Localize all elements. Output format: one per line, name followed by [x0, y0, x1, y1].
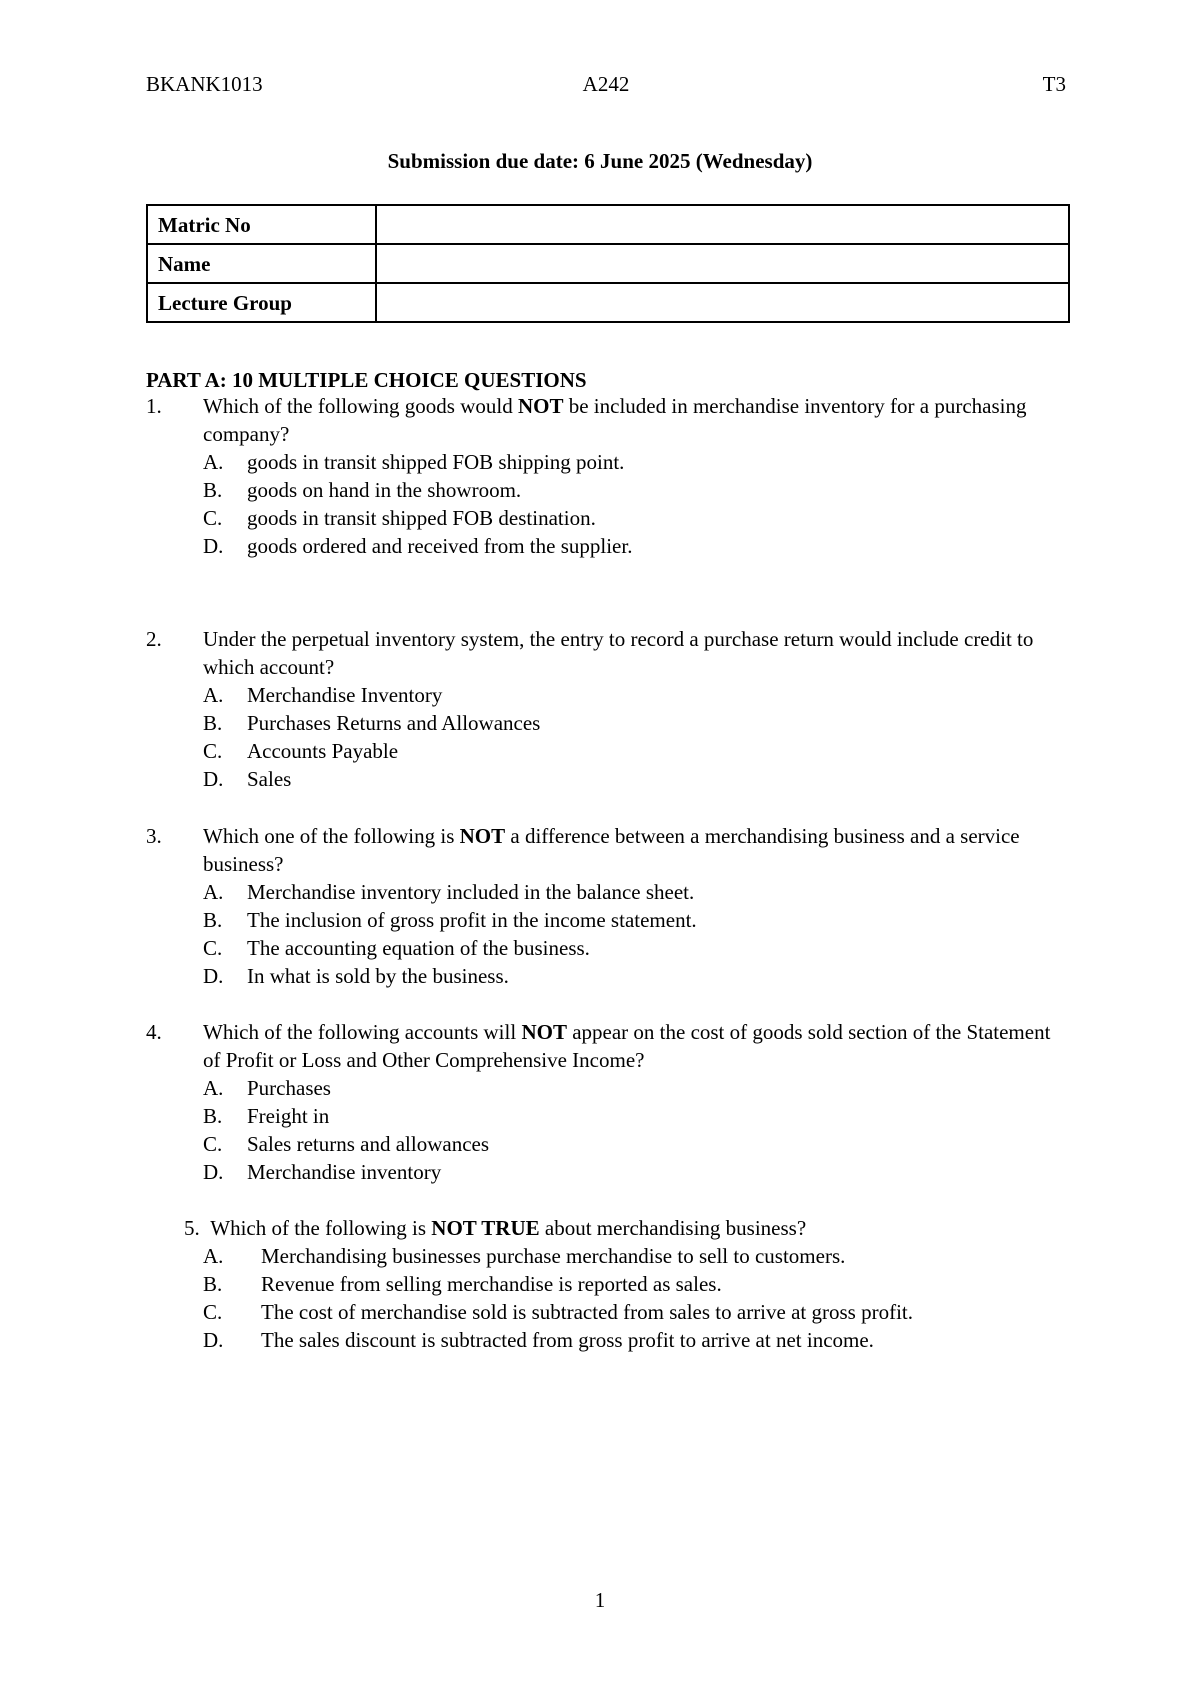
option-text: Sales returns and allowances [247, 1132, 490, 1156]
student-info-table [146, 204, 1070, 323]
question-2 [146, 625, 1070, 793]
question-number: 3. [146, 824, 162, 848]
stem-text: Which of the following goods would [203, 394, 518, 418]
stem-text: be included in merchandise inventory for a purchasing company? [203, 394, 1027, 446]
option-b [203, 1102, 1070, 1130]
course-code: BKANK1013 [146, 72, 263, 96]
stem-text: Under the perpetual inventory system, the entry to record a purchase return would include credit to which account? [203, 627, 1034, 679]
option-d [203, 532, 1070, 560]
option-b [203, 709, 1070, 737]
option-letter: C. [203, 1132, 223, 1156]
option-c [203, 1130, 1070, 1158]
option-text: Merchandising businesses purchase merchandise to sell to customers. [261, 1244, 846, 1268]
option-text: Merchandise inventory [247, 1160, 442, 1184]
option-text: The cost of merchandise sold is subtracted from sales to arrive at gross profit. [261, 1300, 913, 1324]
option-c [203, 934, 1070, 962]
option-text: goods on hand in the showroom. [247, 478, 522, 502]
question-stem [203, 392, 1070, 448]
stem-emphasis: NOT [521, 1020, 567, 1044]
option-letter: D. [203, 534, 224, 558]
option-c [203, 1298, 1070, 1326]
page-header [146, 70, 1066, 98]
option-text: Accounts Payable [247, 739, 399, 763]
semester-code: A242 [582, 72, 630, 96]
name-field[interactable] [376, 244, 1069, 283]
option-letter: C. [203, 506, 223, 530]
name-label: Name [147, 244, 376, 283]
matric-no-field[interactable] [376, 205, 1069, 244]
option-letter: D. [203, 767, 224, 791]
page-number: 1 [594, 1588, 606, 1612]
option-d [203, 1158, 1070, 1186]
stem-emphasis: NOT TRUE [431, 1216, 540, 1240]
option-letter: B. [203, 908, 223, 932]
question-stem [203, 1018, 1070, 1074]
option-text: goods ordered and received from the supplier. [247, 534, 633, 558]
option-letter: A. [203, 1076, 224, 1100]
option-b [203, 906, 1070, 934]
option-letter: C. [203, 739, 223, 763]
question-number: 2. [146, 627, 162, 651]
option-a [203, 681, 1070, 709]
question-5 [146, 1214, 1070, 1354]
stem-emphasis: NOT [459, 824, 506, 848]
option-text: The sales discount is subtracted from gross profit to arrive at net income. [261, 1328, 874, 1352]
part-title: PART A: 10 MULTIPLE CHOICE QUESTIONS [146, 368, 587, 392]
option-letter: B. [203, 1272, 223, 1296]
tutorial-code: T3 [1042, 72, 1066, 96]
option-text: Merchandise Inventory [247, 683, 443, 707]
option-text: Merchandise inventory included in the balance sheet. [247, 880, 695, 904]
option-text: Purchases [247, 1076, 331, 1100]
stem-emphasis: NOT [517, 394, 564, 418]
option-text: Freight in [247, 1104, 330, 1128]
question-stem [203, 625, 1070, 681]
table-row [147, 205, 1069, 244]
table-row [147, 244, 1069, 283]
option-letter: D. [203, 1160, 224, 1184]
option-text: In what is sold by the business. [247, 964, 509, 988]
stem-text: Which of the following accounts will [203, 1020, 522, 1044]
option-letter: B. [203, 1104, 223, 1128]
option-b [203, 1270, 1070, 1298]
option-letter: A. [203, 450, 224, 474]
option-text: Sales [247, 767, 292, 791]
table-row [147, 283, 1069, 322]
option-c [203, 504, 1070, 532]
option-letter: C. [203, 936, 223, 960]
option-text: Revenue from selling merchandise is reported as sales. [261, 1272, 722, 1296]
option-letter: B. [203, 478, 223, 502]
option-d [203, 765, 1070, 793]
stem-text: about merchandising business? [539, 1216, 807, 1240]
lecture-group-label: Lecture Group [147, 283, 376, 322]
option-text: The inclusion of gross profit in the income statement. [247, 908, 697, 932]
option-b [203, 476, 1070, 504]
stem-text: Which of the following is [210, 1216, 432, 1240]
option-letter: B. [203, 711, 223, 735]
stem-text: appear on the cost of goods sold section of the Statement of Profit or Loss and Other Comprehensive Income? [203, 1020, 1051, 1072]
option-text: The accounting equation of the business. [247, 936, 590, 960]
option-a [203, 1242, 1070, 1270]
question-number: 5. [184, 1216, 200, 1240]
matric-no-label: Matric No [147, 205, 376, 244]
question-4 [146, 1018, 1070, 1186]
option-letter: A. [203, 1244, 224, 1268]
option-letter: C. [203, 1300, 223, 1324]
option-d [203, 962, 1070, 990]
submission-due-date: Submission due date: 6 June 2025 (Wednesday) [387, 149, 813, 173]
question-stem [203, 822, 1070, 878]
option-letter: D. [203, 1328, 224, 1352]
option-d [203, 1326, 1070, 1354]
lecture-group-field[interactable] [376, 283, 1069, 322]
option-text: goods in transit shipped FOB shipping point. [247, 450, 625, 474]
option-a [203, 1074, 1070, 1102]
question-1 [146, 392, 1070, 560]
option-text: goods in transit shipped FOB destination. [247, 506, 596, 530]
option-letter: A. [203, 880, 224, 904]
stem-text: a difference between a merchandising business and a service business? [203, 824, 1020, 876]
question-stem [184, 1214, 1070, 1242]
question-3 [146, 822, 1070, 990]
option-a [203, 448, 1070, 476]
stem-text: Which one of the following is [203, 824, 460, 848]
question-number: 4. [146, 1020, 162, 1044]
option-a [203, 878, 1070, 906]
option-letter: D. [203, 964, 224, 988]
question-number: 1. [146, 394, 162, 418]
option-text: Purchases Returns and Allowances [247, 711, 541, 735]
option-letter: A. [203, 683, 224, 707]
option-c [203, 737, 1070, 765]
